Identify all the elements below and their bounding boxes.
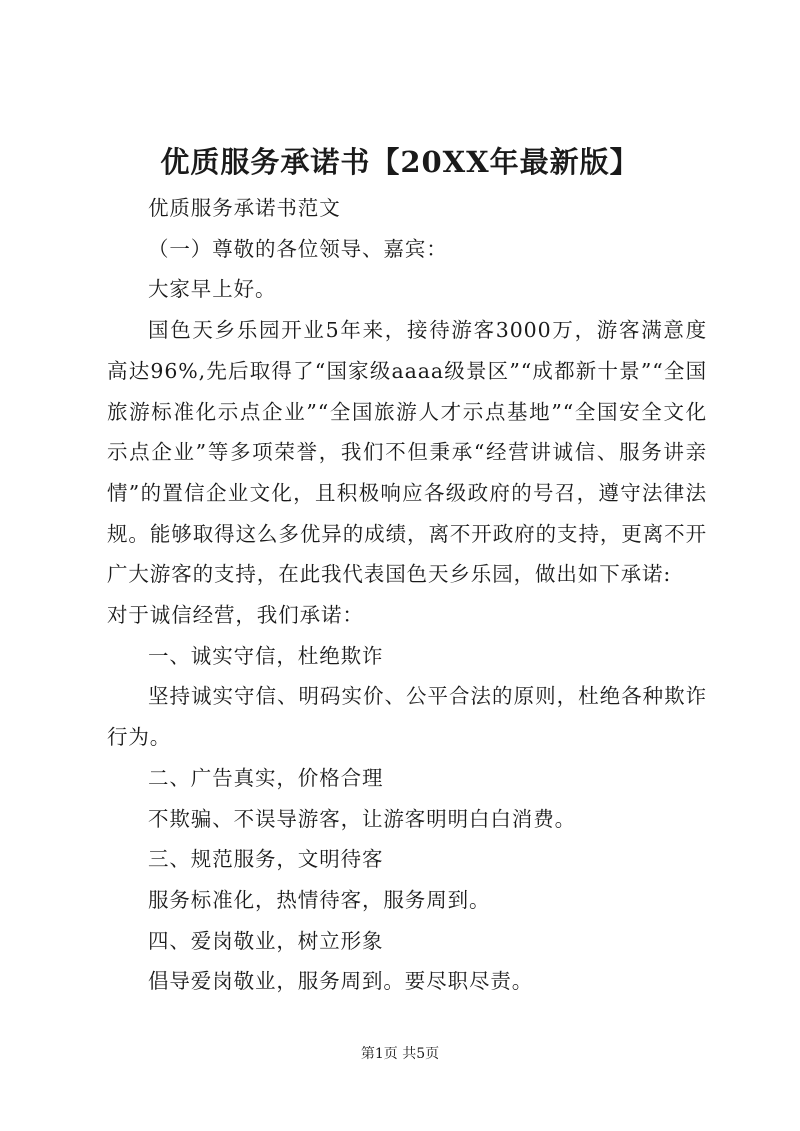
section-body-1: 坚持诚实守信、明码实价、公平合法的原则，杜绝各种欺诈行为。 xyxy=(107,684,707,750)
document-body xyxy=(107,188,707,1002)
paragraph-greeting-heading: （一）尊敬的各位领导、嘉宾： xyxy=(148,236,448,261)
section-heading-2: 二、广告真实，价格合理 xyxy=(148,765,384,790)
document-title: 优质服务承诺书【20XX年最新版】 xyxy=(160,145,640,179)
section-heading-4: 四、爱岗敬业，树立形象 xyxy=(148,928,384,953)
paragraph-greeting: 大家早上好。 xyxy=(148,277,277,302)
section-body-4: 倡导爱岗敬业，服务周到。要尽职尽责。 xyxy=(148,969,534,994)
section-body-3: 服务标准化，热情待客，服务周到。 xyxy=(148,887,491,912)
paragraph-subtitle: 优质服务承诺书范文 xyxy=(148,196,341,220)
paragraph-introduction: 国色天乡乐园开业5年来，接待游客3000万，游客满意度高达96%,先后取得了“国家级aaaa级景区”“成都新十景”“全国旅游标准化示点企业”“全国旅游人才示点基地”“全国安全文化示点企业”等多项荣誉，我们不但秉承“经营讲诚信、服务讲亲情”的置信企业文化，且积极响应各级政府的号召，遵守法律法规。能够取得这么多优异的成绩，离不开政府的支持，更离不开广大游客的支持，在此我代表国色天乡乐园，做出如下承诺: xyxy=(107,318,707,587)
section-heading-3: 三、规范服务，文明待客 xyxy=(148,847,384,872)
paragraph-commitment-intro: 对于诚信经营，我们承诺： xyxy=(107,603,364,628)
section-body-2: 不欺骗、不误导游客，让游客明明白白消费。 xyxy=(148,806,576,831)
page-number-footer: 第1页 共5页 xyxy=(360,1046,440,1062)
section-heading-1: 一、诚实守信，杜绝欺诈 xyxy=(148,643,384,668)
